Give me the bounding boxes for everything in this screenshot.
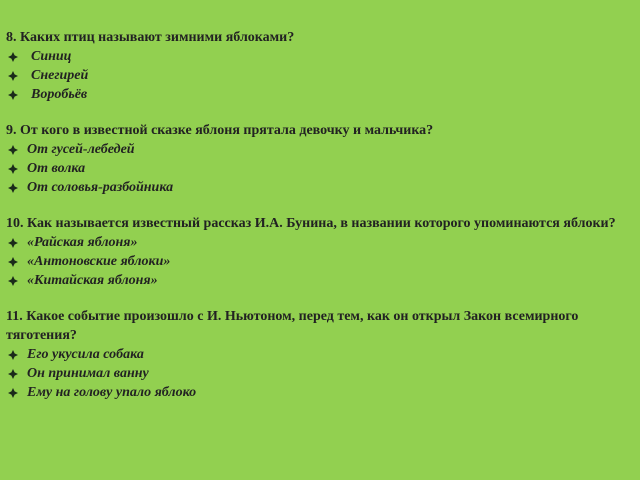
answer-text: Синиц	[31, 48, 72, 64]
answer-option	[6, 233, 620, 252]
diamond-bullet-icon	[8, 71, 18, 81]
question-text: 9. От кого в известной сказке яблоня прятала девочку и мальчика?	[6, 123, 434, 138]
diamond-bullet-icon	[8, 164, 18, 174]
answer-text: «Райская яблоня»	[27, 234, 138, 250]
answer-text: От волка	[27, 160, 86, 176]
answer-text: От гусей-лебедей	[27, 141, 135, 157]
answer-option	[6, 66, 620, 85]
diamond-bullet-icon	[8, 145, 18, 155]
answer-option	[6, 345, 620, 364]
answer-options	[6, 140, 620, 197]
question-block-11	[6, 307, 620, 402]
diamond-bullet-icon	[8, 238, 18, 248]
question-block-10	[6, 214, 620, 290]
answer-text: Снегирей	[31, 67, 89, 83]
answer-options	[6, 345, 620, 402]
answer-option	[6, 85, 620, 104]
diamond-bullet-icon	[8, 183, 18, 193]
diamond-bullet-icon	[8, 257, 18, 267]
diamond-bullet-icon	[8, 350, 18, 360]
answer-option	[6, 364, 620, 383]
answer-text: «Китайская яблоня»	[27, 272, 158, 288]
answer-option	[6, 140, 620, 159]
question-text: 11. Какое событие произошло с И. Ньютоном, перед тем, как он открыл Закон всемирного тяготения?	[6, 309, 579, 343]
diamond-bullet-icon	[8, 369, 18, 379]
answer-text: Воробьёв	[31, 86, 88, 102]
diamond-bullet-icon	[8, 52, 18, 62]
answer-text: Он принимал ванну	[27, 365, 149, 381]
question-text: 8. Каких птиц называют зимними яблоками?	[6, 30, 295, 45]
answer-option	[6, 47, 620, 66]
question-block-9	[6, 121, 620, 197]
diamond-bullet-icon	[8, 388, 18, 398]
answer-options	[6, 47, 620, 104]
answer-text: Ему на голову упало яблоко	[27, 384, 197, 400]
diamond-bullet-icon	[8, 276, 18, 286]
answer-option	[6, 252, 620, 271]
answer-text: Его укусила собака	[27, 346, 144, 362]
answer-option	[6, 383, 620, 402]
diamond-bullet-icon	[8, 90, 18, 100]
answer-option	[6, 159, 620, 178]
answer-option	[6, 178, 620, 197]
answer-text: От соловья-разбойника	[27, 179, 174, 195]
question-text: 10. Как называется известный рассказ И.А. Бунина, в названии которого упоминаются яблоки?	[6, 216, 616, 231]
question-block-8	[6, 28, 620, 104]
answer-options	[6, 233, 620, 290]
answer-option	[6, 271, 620, 290]
answer-text: «Антоновские яблоки»	[27, 253, 171, 269]
